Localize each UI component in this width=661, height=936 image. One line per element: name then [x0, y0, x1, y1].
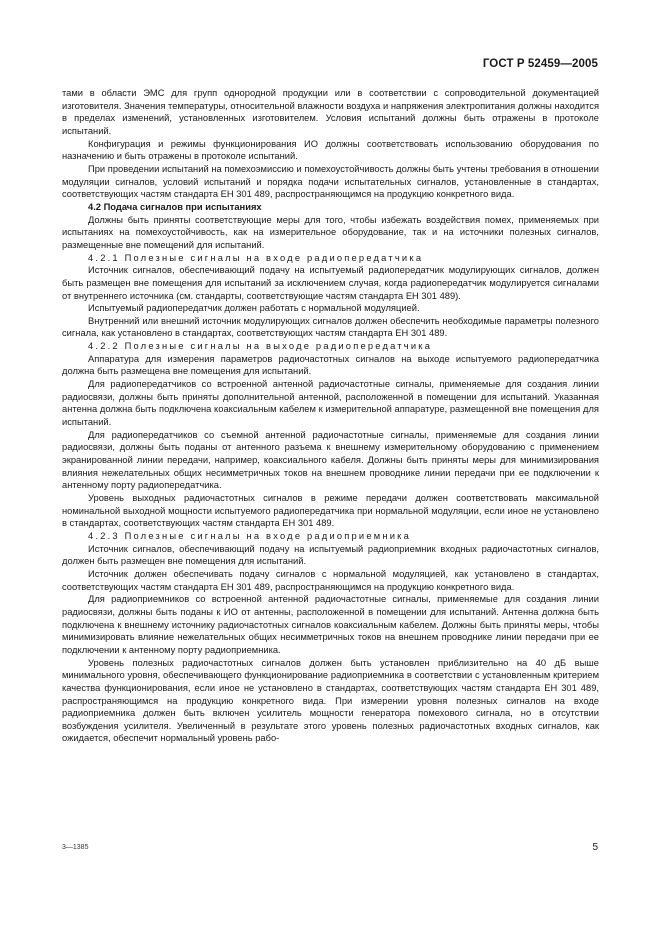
print-code: 3—1385 [62, 844, 89, 851]
subsection-heading-4-2-1: 4.2.1 Полезные сигналы на входе радиопередатчика [88, 252, 424, 263]
paragraph: Источник должен обеспечивать подачу сигналов с нормальной модуляцией, как установлено в стандартах, соответствующих частям стандарта ЕН 301 489, распространяющимся на продукцию конкретного вида. [62, 568, 599, 592]
paragraph: Источник сигналов, обеспечивающий подачу на испытуемый радиопередатчик модулирующих сигналов, должен быть размещен вне помещения для испытаний за исключением случая, когда радиопередатчик модулируется сигналами от внутреннего источника (см. стандарты, соответствующие частям стандарта ЕН 301 489). [62, 265, 599, 301]
paragraph: Конфигурация и режимы функционирования ИО должны соответствовать использованию оборудования по назначению и быть отражены в протоколе испытаний. [62, 138, 599, 162]
paragraph: Уровень выходных радиочастотных сигналов в режиме передачи должен соответствовать максимальной номинальной выходной мощности испытуемого радиопередатчика при нормальной модуляции, если иное не установлено в стандартах, соответствующих частям стандарта ЕН 301 489. [62, 493, 599, 529]
paragraph: Внутренний или внешний источник модулирующих сигналов должен обеспечить необходимые параметры полезного сигнала, как установлено в стандартах, соответствующих частям стандарта ЕН 301 489. [62, 315, 599, 339]
paragraph: Уровень полезных радиочастотных сигналов должен быть установлен приблизительно на 40 дБ выше минимального уровня, обеспечивающего функционирование радиоприемника в соответствии с установленным критерием качества функционирования, если иное не установлено в стандартах, соответствующих частям стандарта ЕН 301 489, распространяющимся на продукцию конкретного вида. При измерении уровня полезных сигналов на входе радиоприемника должен быть включен усилитель мощности генератора помехового сигнала, но в отсутствии возбуждения усилителя. Увеличенный в результате этого уровень полезных радиочастотных входных сигналов, как ожидается, обеспечит нормальный уровень рабо- [62, 657, 599, 744]
paragraph: Для радиопередатчиков со съемной антенной радиочастотные сигналы, применяемые для создания линии радиосвязи, должны быть поданы от антенного разъема к внешнему измерительному оборудованию с применением экранированной линии передачи, например, коаксиального кабеля. Должны быть приняты меры для минимизирования влияния нежелательных общих несимметричных токов на внешнем проводнике линии передачи при ее подключении к антенному порту радиопередатчика. [62, 429, 599, 491]
paragraph: Для радиопередатчиков со встроенной антенной радиочастотные сигналы, применяемые для создания линии радиосвязи, должны быть приняты дополнительной антенной, расположенной в помещении для испытаний. Указанная антенна должна быть подключена коаксиальным кабелем к измерительной аппаратуре, размещенной вне помещения для испытаний. [62, 379, 599, 428]
body-text [62, 87, 599, 745]
paragraph: тами в области ЭМС для групп однородной продукции или в соответствии с сопроводительной документацией изготовителя. Значения температуры, относительной влажности воздуха и напряжения электропитания должны находится в пределах изменений, установленных изготовителем. Условия испытаний должны быть отражены в протоколе испытаний. [62, 88, 599, 136]
paragraph: Аппаратура для измерения параметров радиочастотных сигналов на выходе испытуемого радиопередатчика должна быть размещена вне помещения для испытаний. [62, 353, 599, 377]
paragraph: Испытуемый радиопередатчик должен работать с нормальной модуляцией. [88, 303, 420, 314]
standard-designation: ГОСТ Р 52459—2005 [482, 58, 598, 70]
section-heading-4-2: 4.2 Подача сигналов при испытаниях [88, 201, 262, 212]
paragraph: Источник сигналов, обеспечивающий подачу на испытуемый радиоприемник входных радиочастотных сигналов, должен быть размещен вне помещения для испытаний. [62, 543, 599, 567]
paragraph: Должны быть приняты соответствующие меры для того, чтобы избежать воздействия помех, применяемых при испытаниях на помехоустойчивость, как на измерительное оборудование, так и на источники полезных сигналов, размещенные вне помещений для испытаний. [62, 214, 599, 250]
subsection-heading-4-2-2: 4.2.2 Полезные сигналы на выходе радиопередатчика [88, 341, 433, 352]
subsection-heading-4-2-3: 4.2.3 Полезные сигналы на входе радиоприемника [88, 530, 412, 541]
paragraph: Для радиоприемников со встроенной антенной радиочастотные сигналы, применяемые для создания линии радиосвязи, должны быть поданы к ИО от антенны, расположенной в помещении для испытаний. Антенна должна быть подключена к внешнему источнику радиочастотных сигналов коаксиальным кабелем. Должны быть приняты меры, чтобы минимизировать влияние нежелательных общих несимметричных токов на внешнем проводнике линии передачи при ее подключении к антенному порту радиоприемника. [62, 594, 599, 655]
paragraph: При проведении испытаний на помехоэмиссию и помехоустойчивость должны быть учтены требования в отношении модуляции сигналов, условий испытаний и порядка подачи испытательных сигналов, установленные в стандартах, соответствующих частям стандарта ЕН 301 489, распространяющимся на продукцию конкретного вида. [62, 163, 599, 200]
page-number: 5 [592, 842, 598, 853]
